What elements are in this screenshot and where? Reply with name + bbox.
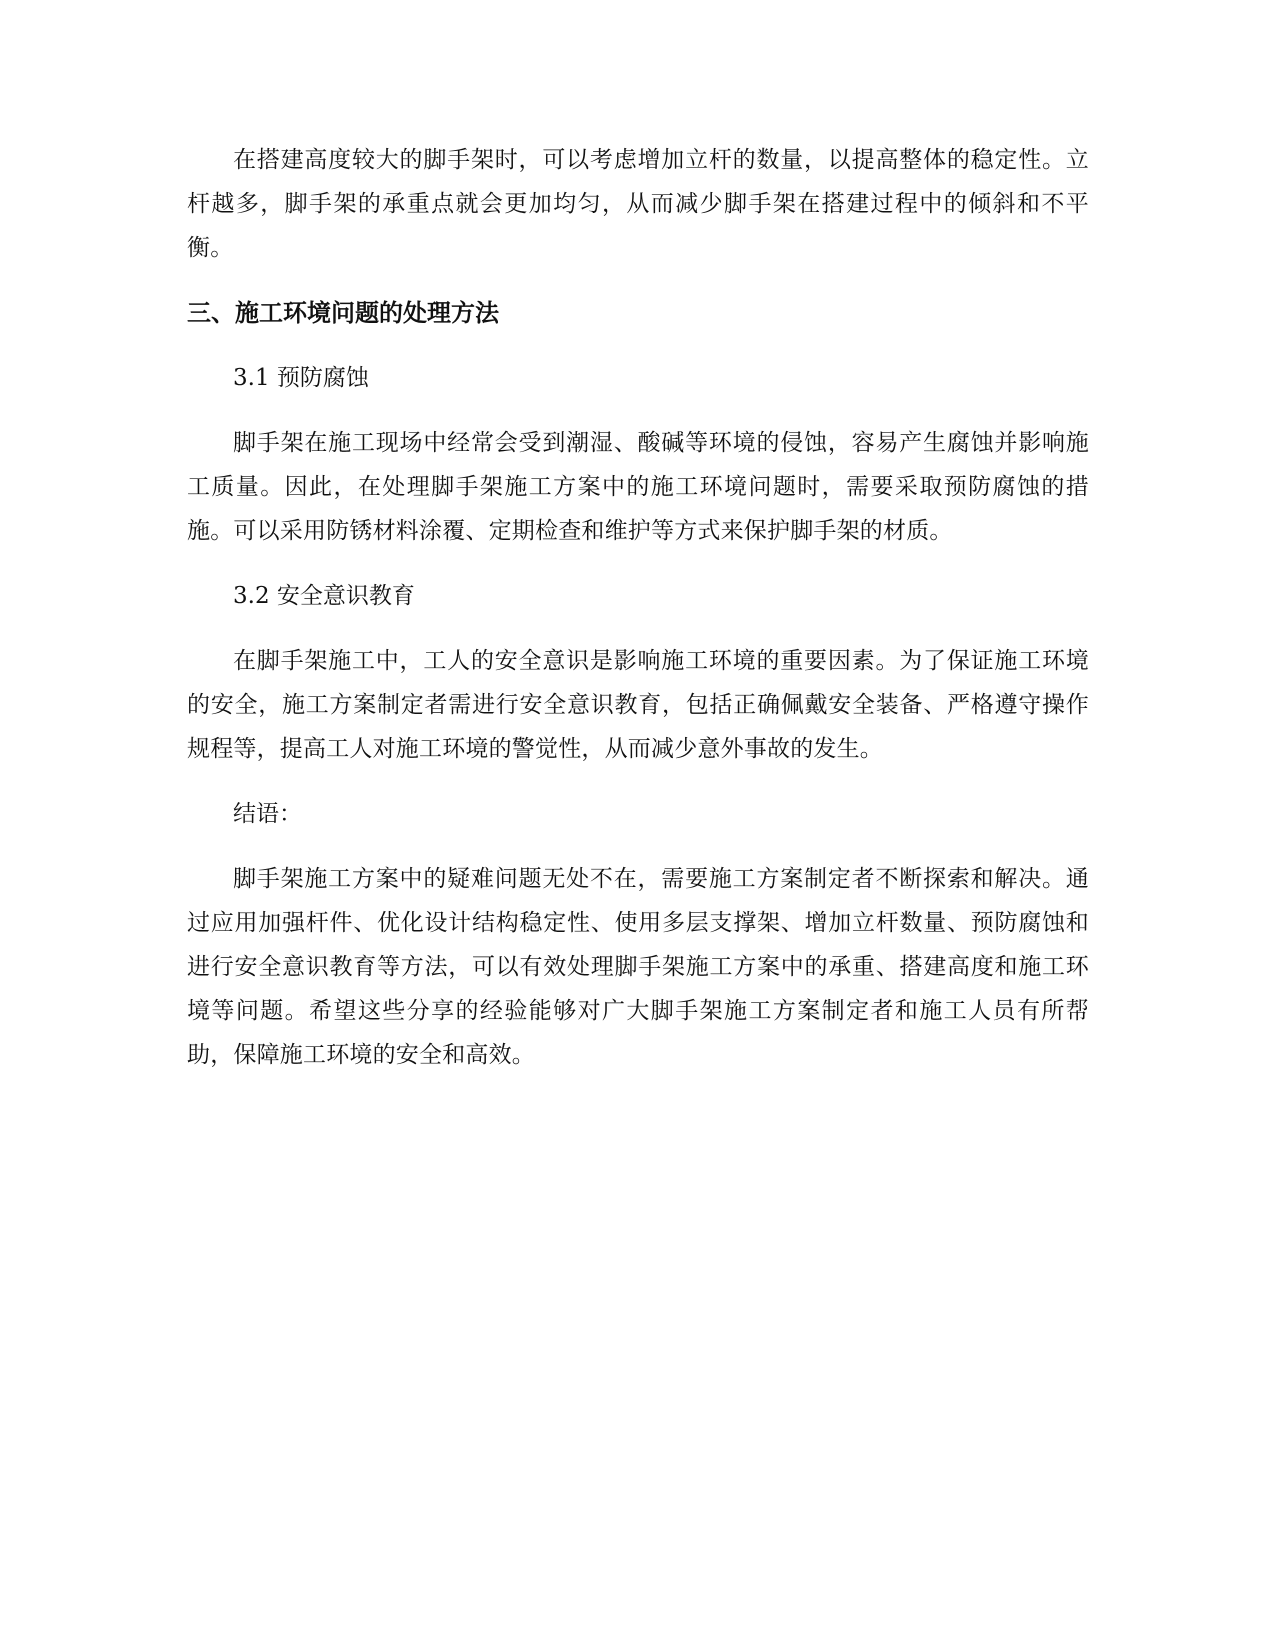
subsection-body-safety: 在脚手架施工中，工人的安全意识是影响施工环境的重要因素。为了保证施工环境的安全，施工方案制定者需进行安全意识教育，包括正确佩戴安全装备、严格遵守操作规程等，提高工人对施工环境的警觉性，从而减少意外事故的发生。 xyxy=(187,648,1089,762)
conclusion-body: 脚手架施工方案中的疑难问题无处不在，需要施工方案制定者不断探索和解决。通过应用加强杆件、优化设计结构稳定性、使用多层支撑架、增加立杆数量、预防腐蚀和进行安全意识教育等方法，可以有效处理脚手架施工方案中的承重、搭建高度和施工环境等问题。希望这些分享的经验能够对广大脚手架施工方案制定者和施工人员有所帮助，保障施工环境的安全和高效。 xyxy=(187,866,1089,1068)
subsection-title-safety: 3.2 安全意识教育 xyxy=(233,583,415,609)
conclusion-label: 结语： xyxy=(233,801,302,827)
subsection-body-corrosion: 脚手架在施工现场中经常会受到潮湿、酸碱等环境的侵蚀，容易产生腐蚀并影响施工质量。因此，在处理脚手架施工方案中的施工环境问题时，需要采取预防腐蚀的措施。可以采用防锈材料涂覆、定期检查和维护等方式来保护脚手架的材质。 xyxy=(187,430,1089,544)
subsection-title-corrosion: 3.1 预防腐蚀 xyxy=(233,365,369,391)
document-page xyxy=(187,138,1089,1077)
intro-paragraph: 在搭建高度较大的脚手架时，可以考虑增加立杆的数量，以提高整体的稳定性。立杆越多，脚手架的承重点就会更加均匀，从而减少脚手架在搭建过程中的倾斜和不平衡。 xyxy=(187,147,1089,261)
section-heading: 三、施工环境问题的处理方法 xyxy=(187,299,499,327)
